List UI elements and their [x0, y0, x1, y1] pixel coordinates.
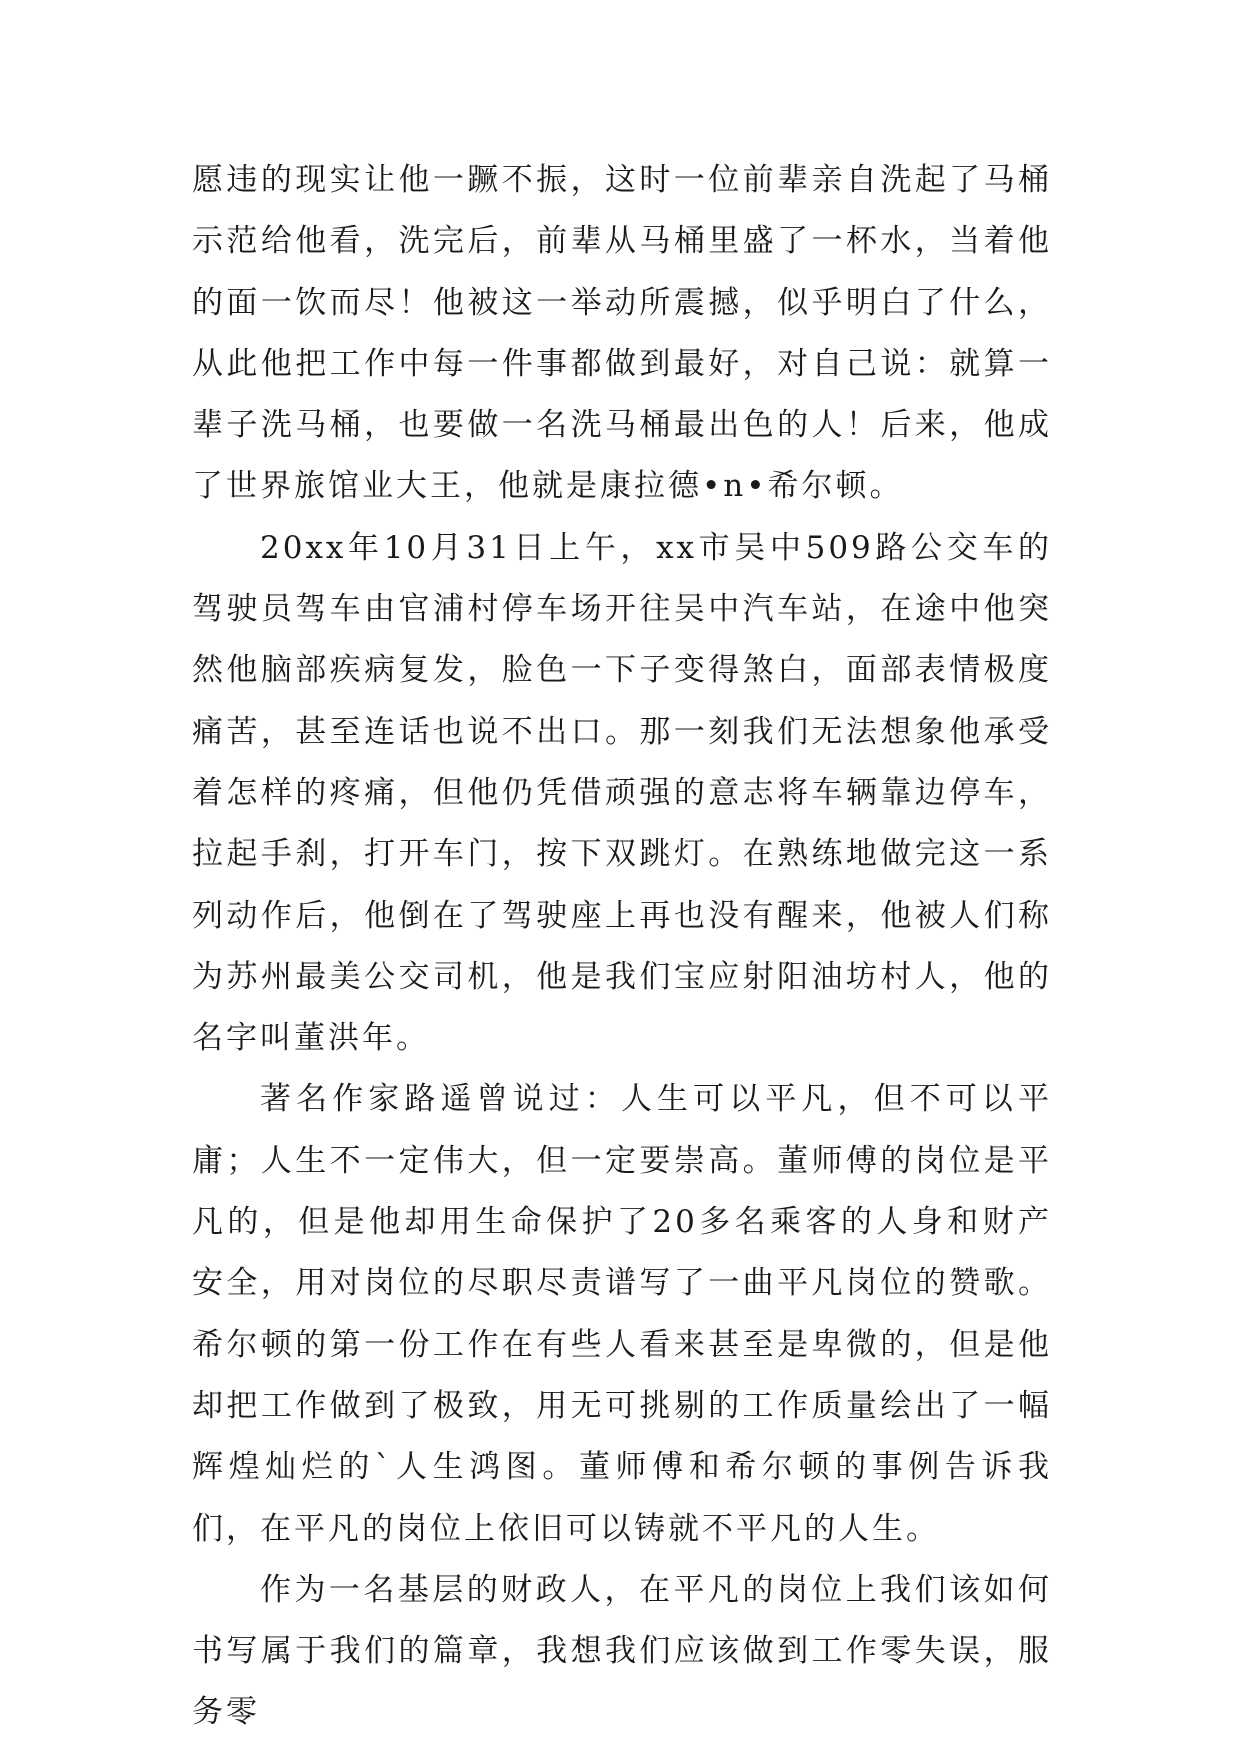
paragraph-4: 作为一名基层的财政人，在平凡的岗位上我们该如何书写属于我们的篇章，我想我们应该做到工作零失误，服务零 — [192, 1571, 1052, 1731]
paragraph-1: 愿违的现实让他一蹶不振，这时一位前辈亲自洗起了马桶示范给他看，洗完后，前辈从马桶里盛了一杯水，当着他的面一饮而尽！他被这一举动所震撼，似乎明白了什么，从此他把工作中每一件事都做到最好，对自己说：就算一辈子洗马桶，也要做一名洗马桶最出色的人！后来，他成了世界旅馆业大王，他就是康拉德•n•希尔顿。 — [192, 162, 1052, 505]
paragraph-2: 20xx年10月31日上午，xx市吴中509路公交车的驾驶员驾车由官浦村停车场开往吴中汽车站，在途中他突然他脑部疾病复发，脸色一下子变得煞白，面部表情极度痛苦，甚至连话也说不出口。那一刻我们无法想象他承受着怎样的疼痛，但他仍凭借顽强的意志将车辆靠边停车，拉起手刹，打开车门，按下双跳灯。在熟练地做完这一系列动作后，他倒在了驾驶座上再也没有醒来，他被人们称为苏州最美公交司机，他是我们宝应射阳油坊村人，他的名字叫董洪年。 — [192, 529, 1052, 1057]
document-body — [192, 150, 1052, 1744]
paragraph-3: 著名作家路遥曾说过：人生可以平凡，但不可以平庸；人生不一定伟大，但一定要崇高。董师傅的岗位是平凡的，但是他却用生命保护了20多名乘客的人身和财产安全，用对岗位的尽职尽责谱写了一曲平凡岗位的赞歌。希尔顿的第一份工作在有些人看来甚至是卑微的，但是他却把工作做到了极致，用无可挑剔的工作质量绘出了一幅辉煌灿烂的`人生鸿图。董师傅和希尔顿的事例告诉我们，在平凡的岗位上依旧可以铸就不平凡的人生。 — [192, 1081, 1052, 1547]
